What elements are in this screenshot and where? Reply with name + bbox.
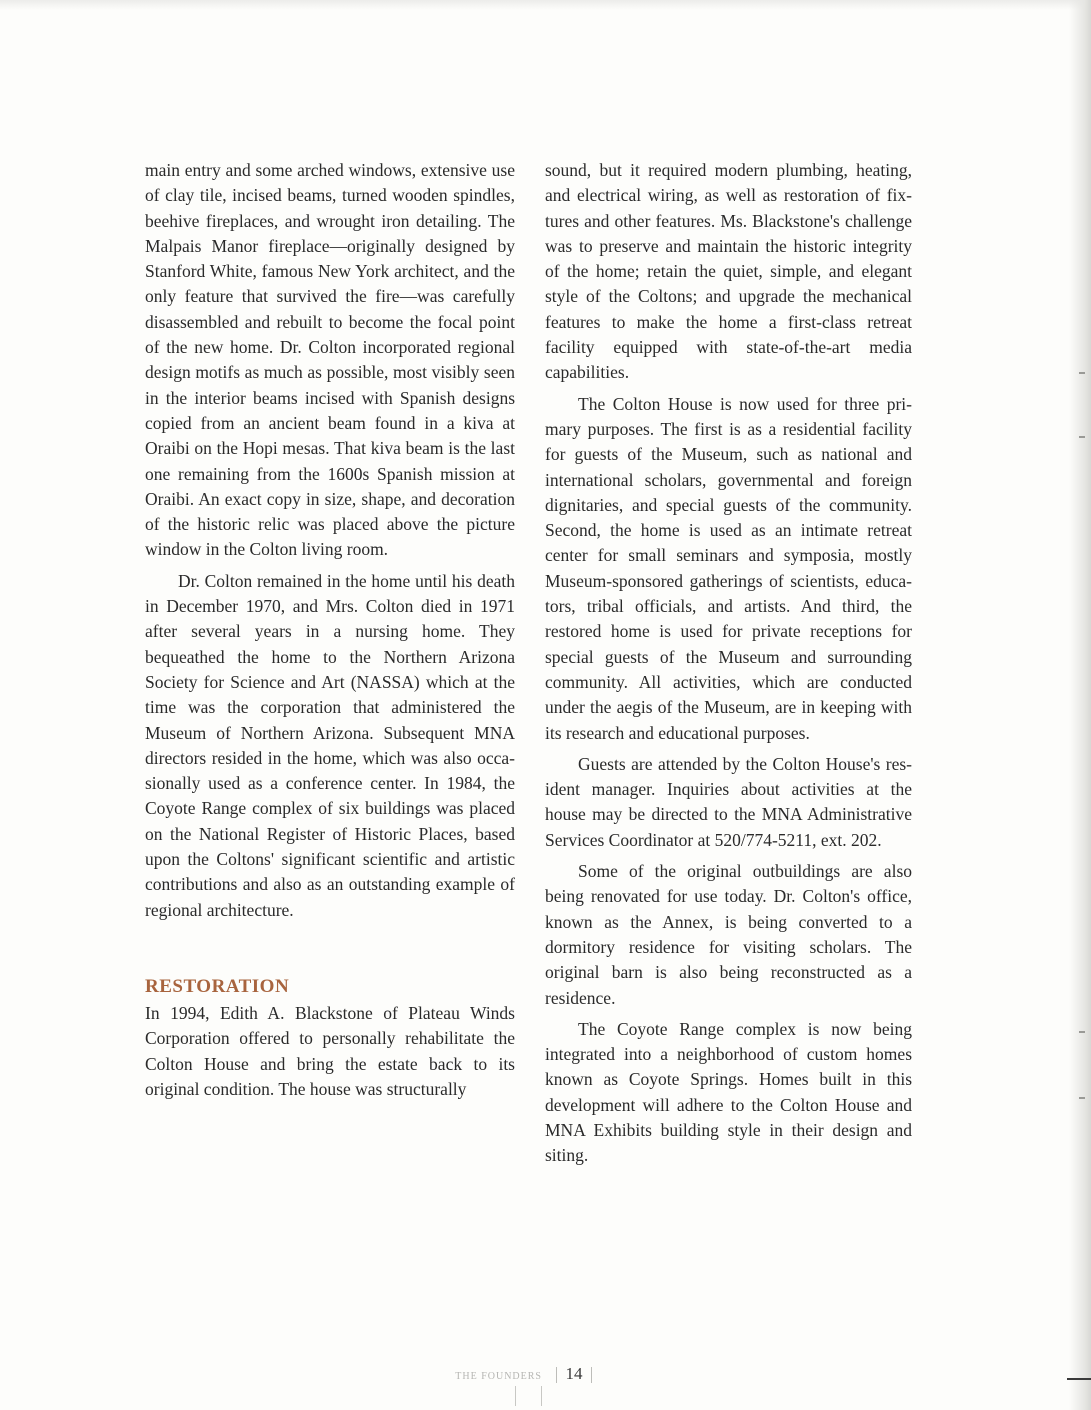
edge-tick-mark <box>1079 436 1085 438</box>
crop-line <box>515 1386 516 1406</box>
edge-tick-mark <box>1079 1031 1085 1033</box>
page-right-edge-shadow <box>1069 0 1091 1410</box>
body-paragraph: Guests are attended by the Colton House's resident manager. Inquiries about activities at the house may be directed to the MNA Administrative Services Coordinator at 520/774-5211, ext. 202. <box>545 753 912 850</box>
page-top-edge-shadow <box>0 0 1091 10</box>
edge-tick-mark <box>1079 372 1085 374</box>
crop-line <box>541 1386 542 1406</box>
running-title: THE FOUNDERS <box>455 1371 542 1382</box>
page-number: 14 <box>565 1364 583 1383</box>
footer-divider <box>591 1367 592 1383</box>
page-footer <box>0 1364 1091 1384</box>
section-heading-restoration: RESTORATION <box>145 975 290 997</box>
left-column <box>145 158 515 1102</box>
right-column <box>545 158 912 1169</box>
body-paragraph: main entry and some arched windows, extensive use of clay tile, incised beams, turned wooden spindles, beehive fireplaces, and wrought iron detailing. The Malpais Manor fireplace—originally designed by Stanford White, famous New York architect, and the only feature that survived the fire—was carefully disassembled and rebuilt to become the focal point of the new home. Dr. Colton incorporated regional design motifs as much as possible, most visibly seen in the interior beams incised with Spanish designs copied from an ancient beam found in a kiva at Oraibi on the Hopi mesas. That kiva beam is the last one remaining from the 1600s Spanish mission at Oraibi. An exact copy in size, shape, and decoration of the historic relic was placed above the picture window in the Colton living room. <box>145 160 515 560</box>
body-paragraph: sound, but it required modern plumbing, heating, and electrical wiring, as well as restoration of fixtures and other features. Ms. Blackstone's challenge was to preserve and maintain the historic integrity of the home; retain the quiet, simple, and elegant style of the Coltons; and upgrade the mechanical features to make the home a first-class retreat facility equipped with state-of-the-art media capabilities. <box>545 160 912 383</box>
body-paragraph: The Colton House is now used for three primary purposes. The first is as a residential facility for guests of the Museum, such as national and international scholars, governmental and foreign dignitaries, and special guests of the community. Second, the home is used as an intimate retreat center for small seminars and symposia, mostly Museum-sponsored gatherings of scientists, educators, tribal officials, and artists. And third, the restored home is used for private receptions for special guests of the Museum and surrounding community. All activities, which are conducted under the aegis of the Museum, are in keeping with its research and educational purposes. <box>545 393 912 743</box>
body-paragraph: Dr. Colton remained in the home until his death in December 1970, and Mrs. Colton died in 1971 after several years in a nursing home. They bequeathed the home to the Northern Arizona Society for Science and Art (NASSA) which at the time was the corporation that administered the Museum of Northern Arizona. Subsequent MNA directors resided in the home, which was also occasionally used as a conference center. In 1984, the Coyote Range complex of six buildings was placed on the National Register of Historic Places, based upon the Coltons' significant scientific and artistic contributions and also as an outstanding example of regional architecture. <box>145 570 515 920</box>
body-paragraph: In 1994, Edith A. Blackstone of Plateau Winds Corporation offered to personally rehabilitate the Colton House and bring the estate back to its original condition. The house was structurally <box>145 1002 515 1099</box>
body-paragraph: Some of the original outbuildings are also being renovated for use today. Dr. Colton's office, known as the Annex, is being converted to a dormitory residence for visiting scholars. The original barn is also being reconstructed as a residence. <box>545 861 912 1008</box>
body-paragraph: The Coyote Range complex is now being integrated into a neighborhood of custom homes known as Coyote Springs. Homes built in this development will adhere to the Colton House and MNA Exhibits building style in their design and siting. <box>545 1018 912 1166</box>
footer-divider <box>556 1367 557 1383</box>
edge-tick-mark <box>1079 1097 1085 1099</box>
